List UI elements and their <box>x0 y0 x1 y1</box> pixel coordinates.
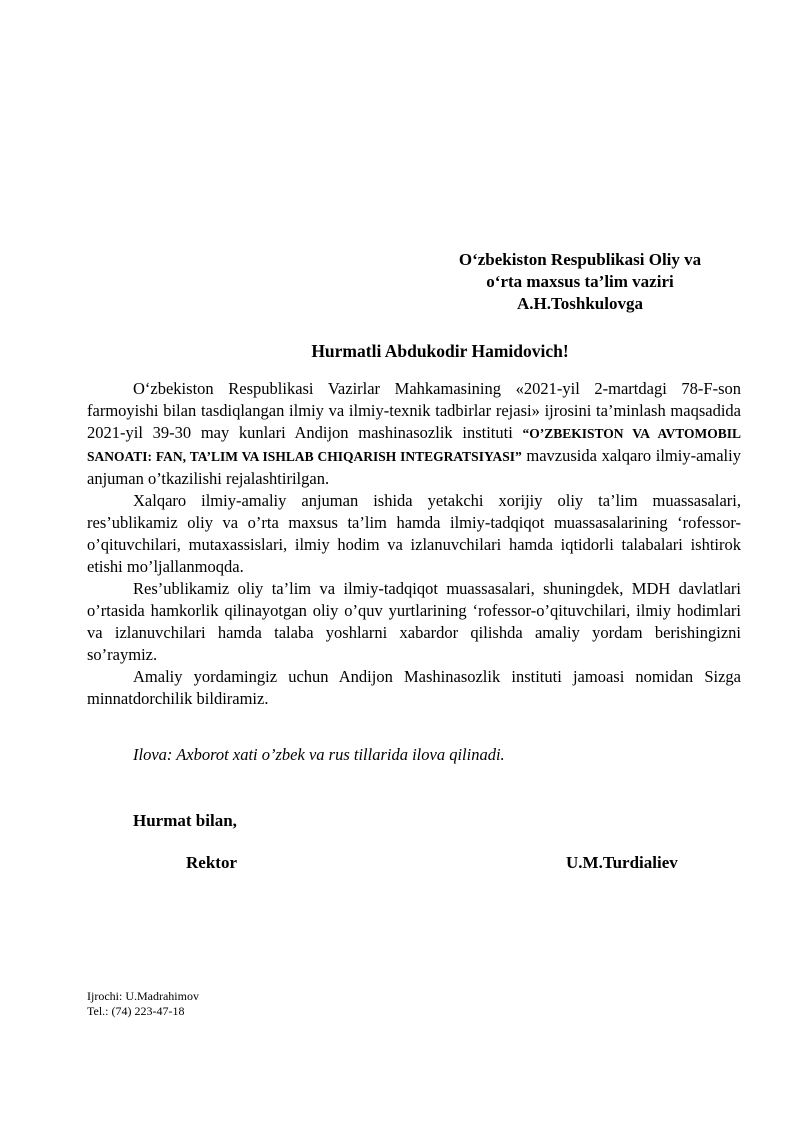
signer-position: Rektor <box>186 853 237 872</box>
addressee-block <box>420 249 740 315</box>
executor-phone: Tel.: (74) 223-47-18 <box>87 1004 185 1018</box>
addressee-line-2: o‘rta maxsus ta’lim vaziri <box>486 272 674 291</box>
paragraph-3: Res’ublikamiz oliy ta’lim va ilmiy-tadqiqot muassasalari, shuningdek, MDH davlatlari o’rtasida hamkorlik qilinayotgan oliy o’quv yurtlarining ‘rofessor-o’qituvchilari, ilmiy hodimlari va izlanuvchilari hamda talaba yoshlarni xabardor qilishda amaliy yordam berishingizni so’raymiz. <box>87 579 741 664</box>
closing-phrase: Hurmat bilan, <box>133 811 237 830</box>
paragraph-1-outro: mavzusida xalqaro ilmiy-amaliy anjuman o’tkazilishi rejalashtirilgan. <box>87 446 741 488</box>
conference-topic: “O’ZBEKISTON VA AVTOMOBIL SANOATI: FAN, TA’LIM VA ISHLAB CHIQARISH INTEGRATSIYASI” <box>87 426 741 464</box>
executor-name: Ijrochi: U.Madrahimov <box>87 989 199 1003</box>
paragraph-1 <box>87 378 741 490</box>
letter-body <box>87 378 741 710</box>
attachment-note: Ilova: Axborot xati o’zbek va rus tillarida ilova qilinadi. <box>133 745 505 764</box>
signer-name: U.M.Turdialiev <box>566 853 678 872</box>
addressee-line-1: O‘zbekiston Respublikasi Oliy va <box>458 250 702 269</box>
paragraph-4: Amaliy yordamingiz uchun Andijon Mashinasozlik instituti jamoasi nomidan Sizga minnatdorchilik bildiramiz. <box>87 667 741 708</box>
paragraph-2: Xalqaro ilmiy-amaliy anjuman ishida yetakchi xorijiy oliy ta’lim muassasalari, res’ublikamiz oliy va o’rta maxsus ta’lim hamda ilmiy-tadqiqot muassasalarining ‘rofessor-o’qituvchilari, mutaxassislari, ilmiy hodim va izlanuvchilari hamda iqtidorli talabalari ishtirok etishi mo’ljallanmoqda. <box>87 491 741 576</box>
paragraph-1-intro: O‘zbekiston Respublikasi Vazirlar Mahkamasining «2021-yil 2-martdagi 78-F-son farmoyishi bilan tasdiqlangan ilmiy va ilmiy-texnik tadbirlar rejasi» ijrosini ta’minlash maqsadida 2021-yil 39-30 may kunlari Andijon mashinasozlik instituti <box>87 379 741 442</box>
addressee-name: A.H.Toshkulovga <box>517 294 643 313</box>
executor-footer <box>87 989 199 1019</box>
greeting: Hurmatli Abdukodir Hamidovich! <box>311 341 569 361</box>
